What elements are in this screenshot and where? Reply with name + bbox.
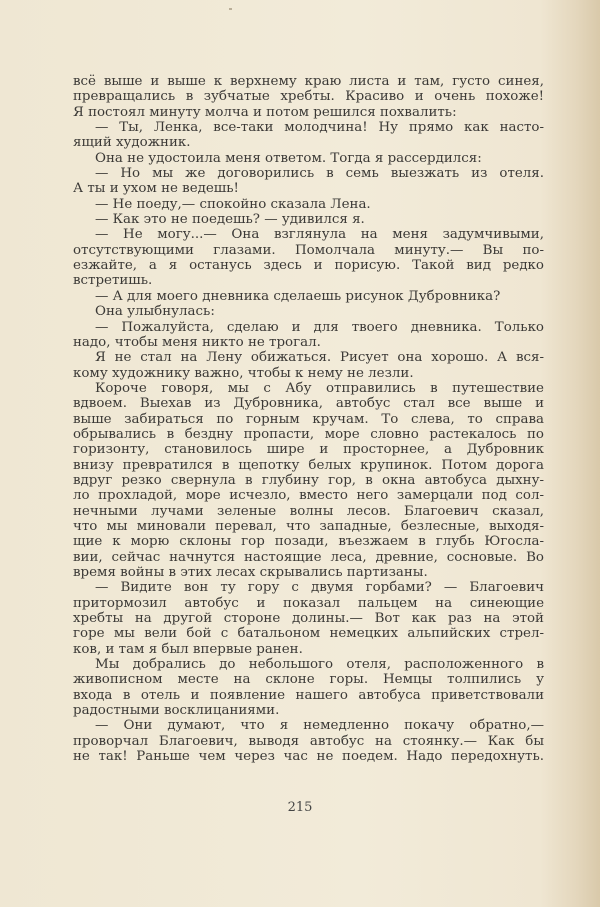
text-line: — Они думают, что я немедленно покачу обратно,— [95, 718, 544, 734]
text-line: Она улыбнулась: [95, 304, 215, 320]
text-line: Я не стал на Лену обижаться. Рисует она хорошо. А вся- [95, 350, 544, 366]
text-line: кому художнику важно, чтобы к нему не лезли. [73, 365, 414, 381]
text-line: Она не удостоила меня ответом. Тогда я рассердился: [95, 150, 482, 166]
text-line: вдруг резко свернула в глубину гор, в окна автобуса дыхну- [73, 472, 544, 488]
text-line: А ты и ухом не ведешь! [73, 181, 239, 197]
text-line: — А для моего дневника сделаешь рисунок Дубровника? [95, 288, 501, 304]
text-line: хребты на другой стороне долины.— Вот как раз на этой [73, 611, 544, 627]
text-line: Короче говоря, мы с Абу отправились в путешествие [95, 380, 544, 396]
text-line: ков, и там я был впервые ранен. [73, 641, 303, 657]
text-line: — Но мы же договорились в семь выезжать из отеля. [95, 166, 544, 182]
page-number: 215 [287, 800, 313, 815]
text-line: ло прохладой, море исчезло, вместо него замерцали под сол- [73, 488, 544, 504]
text-line: внизу превратился в щепотку белых крупинок. Потом дорога [73, 457, 544, 473]
scan-mark [229, 8, 232, 10]
text-line: горизонту, становилось шире и просторнее, а Дубровник [73, 442, 544, 458]
text-line: — Не могу...— Она взглянула на меня задумчивыми, [95, 227, 544, 243]
text-line: надо, чтобы меня никто не трогал. [73, 334, 321, 350]
text-line: — Как это не поедешь? — удивился я. [95, 212, 365, 228]
text-line: радостными восклицаниями. [73, 703, 280, 719]
text-line: Я постоял минуту молча и потом решился похвалить: [73, 104, 457, 120]
text-line: Мы добрались до небольшого отеля, расположенного в [95, 657, 544, 673]
text-line: отсутствующими глазами. Помолчала минуту.— Вы по- [73, 242, 544, 258]
text-line: время войны в этих лесах скрывались партизаны. [73, 565, 428, 580]
text-line: выше забираться по горным кручам. То слева, то справа [73, 411, 544, 427]
text-line: притормозил автобус и показал пальцем на синеющие [73, 595, 544, 611]
text-line: встретишь. [73, 273, 153, 289]
text-line: — Ты, Ленка, все-таки молодчина! Ну прямо как насто- [95, 120, 544, 136]
text-line: нечными лучами зеленые волны лесов. Благоевич сказал, [73, 503, 544, 519]
text-line: езжайте, а я останусь здесь и порисую. Такой вид редко [73, 258, 544, 274]
text-line: проворчал Благоевич, выводя автобус на стоянку.— Как бы [73, 733, 544, 749]
text-line: превращались в зубчатые хребты. Красиво и очень похоже! [73, 89, 544, 105]
text-line: вии, сейчас начнутся настоящие леса, древние, сосновые. Во [73, 549, 544, 565]
text-line: что мы миновали перевал, что западные, безлесные, выходя- [73, 518, 544, 534]
text-line: живописном месте на склоне горы. Немцы толпились у [73, 672, 544, 688]
text-line: щие к морю склоны гор позади, въезжаем в глубь Югосла- [73, 534, 544, 550]
page-body-text [73, 74, 544, 764]
text-line: не так! Раньше чем через час не поедем. Надо передохнуть. [73, 749, 544, 765]
text-line: всё выше и выше к верхнему краю листа и там, густо синея, [73, 74, 544, 89]
text-line: — Не поеду,— спокойно сказала Лена. [95, 196, 371, 212]
text-line: входа в отель и появление нашего автобуса приветствовали [73, 687, 544, 703]
text-line: ящий художник. [73, 135, 191, 151]
text-line: вдвоем. Выехав из Дубровника, автобус стал все выше и [73, 396, 544, 412]
text-line: — Видите вон ту гору с двумя горбами? — Благоевич [95, 580, 544, 596]
text-line: обрывались в бездну пропасти, море словно растекалось по [73, 426, 544, 442]
text-line: горе мы вели бой с батальоном немецких альпийских стрел- [73, 626, 544, 642]
text-line: — Пожалуйста, сделаю и для твоего дневника. Только [95, 319, 544, 335]
